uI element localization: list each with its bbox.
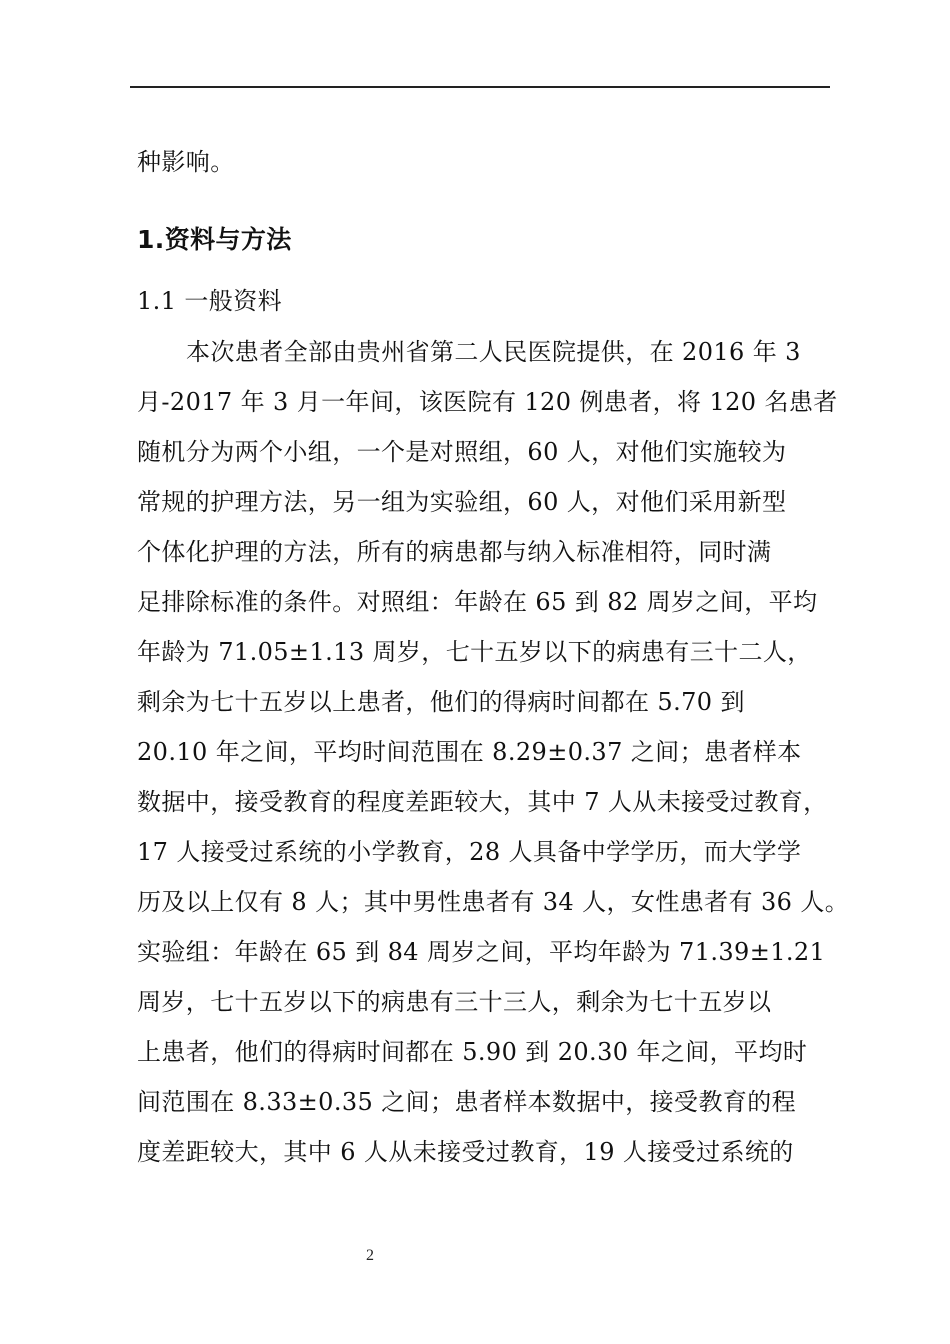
body-line: 本次患者全部由贵州省第二人民医院提供，在 2016 年 3 [186,338,801,366]
body-line: 17 人接受过系统的小学教育，28 人具备中学学历，而大学学 [137,838,802,866]
body-line: 随机分为两个小组，一个是对照组，60 人，对他们实施较为 [137,438,787,466]
body-line: 剩余为七十五岁以上患者，他们的得病时间都在 5.70 到 [137,688,745,716]
body-line: 常规的护理方法，另一组为实验组，60 人，对他们采用新型 [137,488,787,516]
body-line: 间范围在 8.33±0.35 之间；患者样本数据中，接受教育的程 [137,1088,797,1116]
body-line: 足排除标准的条件。对照组：年龄在 65 到 82 周岁之间，平均 [137,588,818,616]
body-line: 月-2017 年 3 月一年间，该医院有 120 例患者，将 120 名患者 [137,388,838,416]
section-heading: 1.资料与方法 [137,225,292,254]
body-line: 上患者，他们的得病时间都在 5.90 到 20.30 年之间，平均时 [137,1038,808,1066]
subsection-heading: 1.1 一般资料 [137,287,282,315]
body-line: 实验组：年龄在 65 到 84 周岁之间，平均年龄为 71.39±1.21 [137,938,826,966]
body-line: 周岁，七十五岁以下的病患有三十三人，剩余为七十五岁以 [137,988,772,1016]
body-line: 数据中，接受教育的程度差距较大，其中 7 人从未接受过教育， [137,788,828,816]
body-line: 年龄为 71.05±1.13 周岁，七十五岁以下的病患有三十二人， [137,638,812,666]
body-line: 度差距较大，其中 6 人从未接受过教育，19 人接受过系统的 [137,1138,794,1166]
body-line: 个体化护理的方法，所有的病患都与纳入标准相符，同时满 [137,538,772,566]
continuation-text: 种影响。 [137,148,235,176]
header-rule [130,86,830,88]
page-number: 2 [366,1247,374,1264]
body-line: 20.10 年之间，平均时间范围在 8.29±0.37 之间；患者样本 [137,738,802,766]
body-line: 历及以上仅有 8 人；其中男性患者有 34 人，女性患者有 36 人。 [137,888,850,916]
